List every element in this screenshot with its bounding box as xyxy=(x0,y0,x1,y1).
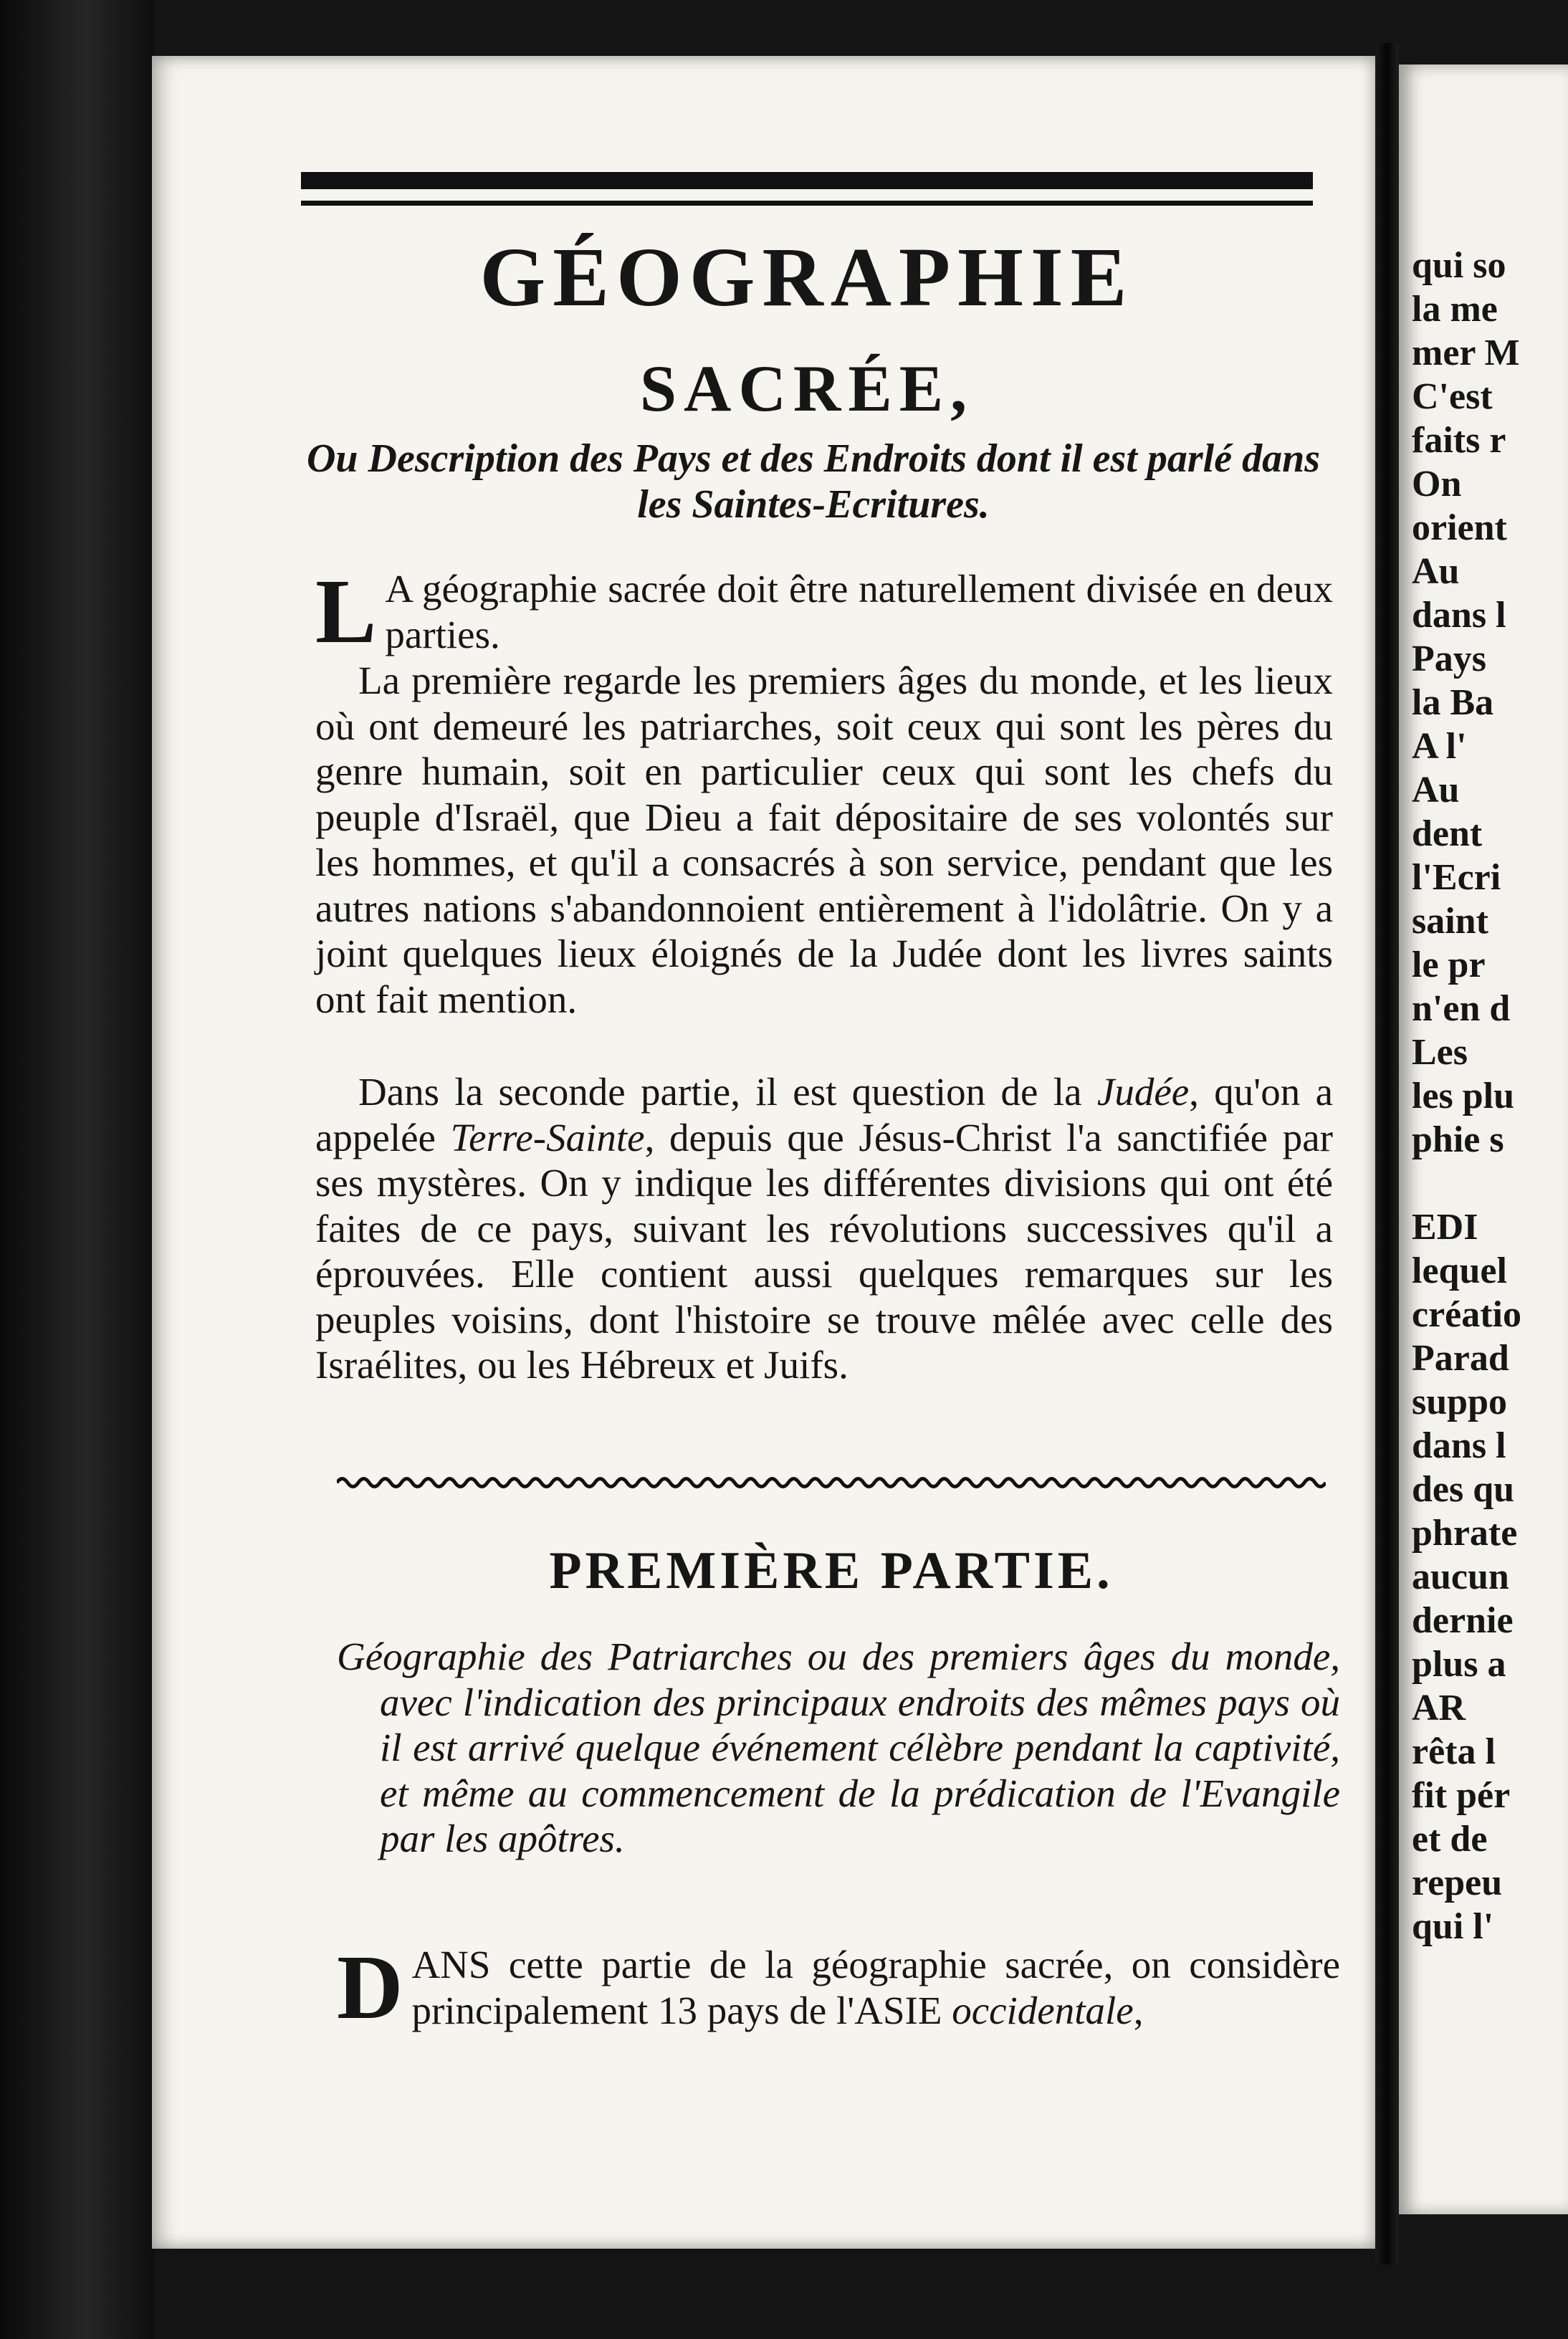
right-page-line: suppo xyxy=(1412,1382,1507,1422)
right-page-line: le pr xyxy=(1412,944,1486,985)
paragraph-3-text-c: , depuis que Jésus-Christ l'a sanctifiée par ses mystères. On y indique les différentes divisions qui ont été faites de ce pays, suivant les révolutions successives qu'il a éprouvées. Elle contient aussi quelques remarques sur les peuples voisins, dont l'histoire se trouve mêlée avec celle des Israélites, ou les Hébreux et Juifs. xyxy=(315,1115,1333,1387)
right-page-text-fragments xyxy=(1412,244,1521,1948)
right-page-line: Pays xyxy=(1412,638,1486,679)
right-page-line: EDI xyxy=(1412,1207,1478,1248)
paragraph-4-text: ANS cette partie de la géographie sacrée, on considère principalement 13 pays de l'ASIE xyxy=(411,1943,1340,2032)
right-page-line xyxy=(1412,1162,1521,1205)
right-page-line: fit pér xyxy=(1412,1775,1511,1816)
right-page-line: n'en d xyxy=(1412,988,1511,1029)
page-title: GÉOGRAPHIE xyxy=(479,230,1134,324)
right-page-line: l'Ecri xyxy=(1412,857,1501,898)
right-page-line: saint xyxy=(1412,901,1488,942)
wavy-divider xyxy=(337,1473,1326,1492)
drop-cap: L xyxy=(315,560,377,662)
right-page-line: qui so xyxy=(1412,245,1506,286)
right-page-line: phie s xyxy=(1412,1119,1504,1160)
right-page-line: Au xyxy=(1412,770,1460,810)
paragraph-1-text: A géographie sacrée doit être naturellement divisée en deux parties. xyxy=(385,567,1333,656)
paragraph-3 xyxy=(315,1069,1333,1388)
right-page-line: des qu xyxy=(1412,1469,1515,1510)
paragraph-1 xyxy=(315,560,1333,662)
terre-sainte-term: Terre-Sainte xyxy=(450,1115,645,1159)
right-page-line: faits r xyxy=(1412,420,1506,461)
right-page-line: C'est xyxy=(1412,376,1493,417)
right-page-line: lequel xyxy=(1412,1250,1507,1291)
book-binding xyxy=(0,0,154,2339)
paragraph-3-text-b: , qu'on a appelée xyxy=(315,1070,1333,1159)
right-page-line: Les xyxy=(1412,1032,1468,1073)
right-page-line: dent xyxy=(1412,813,1483,854)
right-page-line: phrate xyxy=(1412,1513,1518,1554)
header-rule-thick xyxy=(301,172,1313,189)
right-page-line: On xyxy=(1412,464,1462,504)
occidentale-term: occidentale xyxy=(952,1988,1134,2032)
right-page-line: aucun xyxy=(1412,1556,1509,1597)
book-gutter xyxy=(1375,43,1399,2264)
right-page-line: la me xyxy=(1412,289,1498,330)
right-page-line: rêta l xyxy=(1412,1731,1496,1772)
section-title: PREMIÈRE PARTIE. xyxy=(549,1541,1114,1600)
paragraph-4-end: , xyxy=(1133,1988,1144,2032)
paragraph-2: La première regarde les premiers âges du monde, et les lieux où ont demeuré les patriarches, soit ceux qui sont les pères du genre humain, soit en particulier ceux qui sont les chefs du peuple d'Israël, que Dieu a fait dépositaire de ses volontés sur les hommes, et qu'il a consacrés à son service, pendant que les autres nations s'abandonnoient entièrement à l'idolâtrie. On y a joint quelques lieux éloignés de la Judée dont les livres saints ont fait mention. xyxy=(315,659,1333,1021)
right-page-line: dernie xyxy=(1412,1600,1514,1641)
right-page xyxy=(1399,64,1568,2214)
drop-cap-d: D xyxy=(337,1936,403,2038)
right-page-line: Parad xyxy=(1412,1338,1509,1379)
section-subtitle: Géographie des Patriarches ou des premiers âges du monde, avec l'indication des principaux endroits des mêmes pays où il est arrivé quelque événement célèbre pendant la captivité, et même au commencement de la prédication de l'Evangile par les apôtres. xyxy=(337,1635,1340,1860)
right-page-line: qui l' xyxy=(1412,1906,1494,1947)
right-page-line: AR xyxy=(1412,1688,1466,1728)
right-page-line: A l' xyxy=(1412,726,1467,767)
right-page-line: les plu xyxy=(1412,1076,1515,1116)
paragraph-3-text-a: Dans la seconde partie, il est question de la xyxy=(358,1070,1097,1114)
right-page-line: Au xyxy=(1412,551,1460,592)
page-subtitle: Ou Description des Pays et des Endroits dont il est parlé dans les Saintes-Ecritures. xyxy=(306,436,1321,527)
judee-term: Judée xyxy=(1096,1070,1190,1114)
right-page-line: repeu xyxy=(1412,1862,1503,1903)
right-page-line: et de xyxy=(1412,1819,1488,1860)
right-page-line: la Ba xyxy=(1412,682,1494,723)
page-title-second-line: SACRÉE, xyxy=(639,352,975,425)
right-page-line: créatio xyxy=(1412,1294,1522,1335)
header-rule-thin xyxy=(301,201,1313,206)
right-page-line: mer M xyxy=(1412,333,1520,373)
right-page-line: dans l xyxy=(1412,595,1506,636)
right-page-line: orient xyxy=(1412,507,1507,548)
right-page-line: plus a xyxy=(1412,1644,1506,1685)
right-page-line: dans l xyxy=(1412,1425,1506,1466)
paragraph-4 xyxy=(337,1936,1340,2038)
